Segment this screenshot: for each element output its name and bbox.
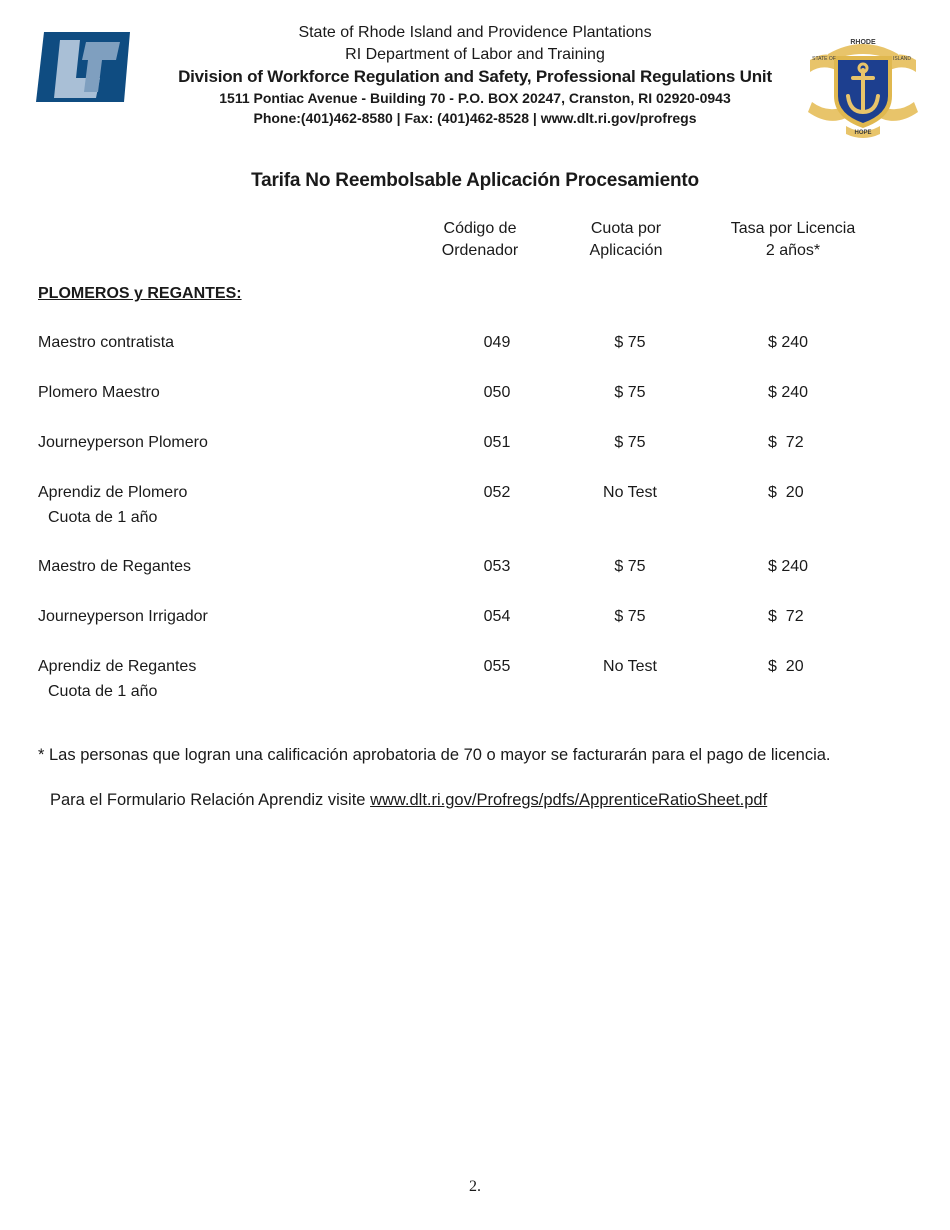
apprentice-ratio-link[interactable]: www.dlt.ri.gov/Profregs/pdfs/ApprenticeRatioSheet.pdf <box>370 791 768 809</box>
code-value: 050 <box>483 384 511 401</box>
license-value: $ 20 <box>768 484 804 501</box>
fee-value: $ 75 <box>614 608 646 625</box>
license-value: $ 72 <box>768 608 804 625</box>
code-value: 053 <box>483 558 511 575</box>
license-type: Journeyperson Irrigador <box>38 608 208 625</box>
footnote: * Las personas que logran una calificación aprobatoria de 70 o mayor se facturarán para el pago de licencia. <box>38 746 831 764</box>
license-value: $ 240 <box>768 334 809 351</box>
license-type: Aprendiz de Regantes <box>38 658 197 675</box>
svg-text:STATE OF: STATE OF <box>812 56 836 62</box>
column-header-license: Tasa por Licencia 2 años* <box>730 220 856 259</box>
fee-value: $ 75 <box>614 434 646 451</box>
code-value: 049 <box>483 334 511 351</box>
state-seal <box>806 30 920 140</box>
license-value: $ 20 <box>768 658 804 675</box>
code-value: 055 <box>483 658 511 675</box>
fee-value: No Test <box>603 658 657 675</box>
section-heading: PLOMEROS y REGANTES: <box>38 285 242 302</box>
contact-info: Phone:(401)462-8580 | Fax: (401)462-8528 | www.dlt.ri.gov/profregs <box>253 110 697 126</box>
license-type: Aprendiz de Plomero <box>38 484 188 501</box>
department-name: RI Department of Labor and Training <box>345 46 605 63</box>
license-value: $ 240 <box>768 384 809 401</box>
license-type: Journeyperson Plomero <box>38 434 208 451</box>
license-type: Maestro contratista <box>38 334 175 351</box>
state-name: State of Rhode Island and Providence Plantations <box>298 24 652 41</box>
division-name: Division of Workforce Regulation and Safety, Professional Regulations Unit <box>178 67 772 86</box>
code-value: 052 <box>483 484 511 501</box>
svg-text:ISLAND: ISLAND <box>892 56 912 62</box>
apprentice-form-line <box>50 791 767 810</box>
letterhead <box>140 22 810 128</box>
license-note: Cuota de 1 año <box>48 509 158 526</box>
license-value: $ 240 <box>768 558 809 575</box>
license-type: Maestro de Regantes <box>38 558 191 575</box>
license-value: $ 72 <box>768 434 804 451</box>
column-header-code: Código de Ordenador <box>441 220 519 259</box>
page-title: Tarifa No Reembolsable Aplicación Procesamiento <box>251 170 699 191</box>
fee-value: $ 75 <box>614 558 646 575</box>
address: 1511 Pontiac Avenue - Building 70 - P.O. BOX 20247, Cranston, RI 02920-0943 <box>219 90 731 106</box>
fee-value: No Test <box>603 484 657 501</box>
license-type: Plomero Maestro <box>38 384 160 401</box>
license-note: Cuota de 1 año <box>48 683 158 700</box>
svg-text:RHODE: RHODE <box>850 39 876 46</box>
fee-value: $ 75 <box>614 334 646 351</box>
code-value: 054 <box>483 608 511 625</box>
apprentice-form-text: Para el Formulario Relación Aprendiz visite <box>50 791 366 809</box>
svg-text:HOPE: HOPE <box>854 130 872 136</box>
fee-value: $ 75 <box>614 384 646 401</box>
column-header-fee: Cuota por Aplicación <box>589 220 663 259</box>
code-value: 051 <box>483 434 511 451</box>
dlt-logo <box>36 32 130 102</box>
page-number: 2. <box>469 1178 481 1195</box>
